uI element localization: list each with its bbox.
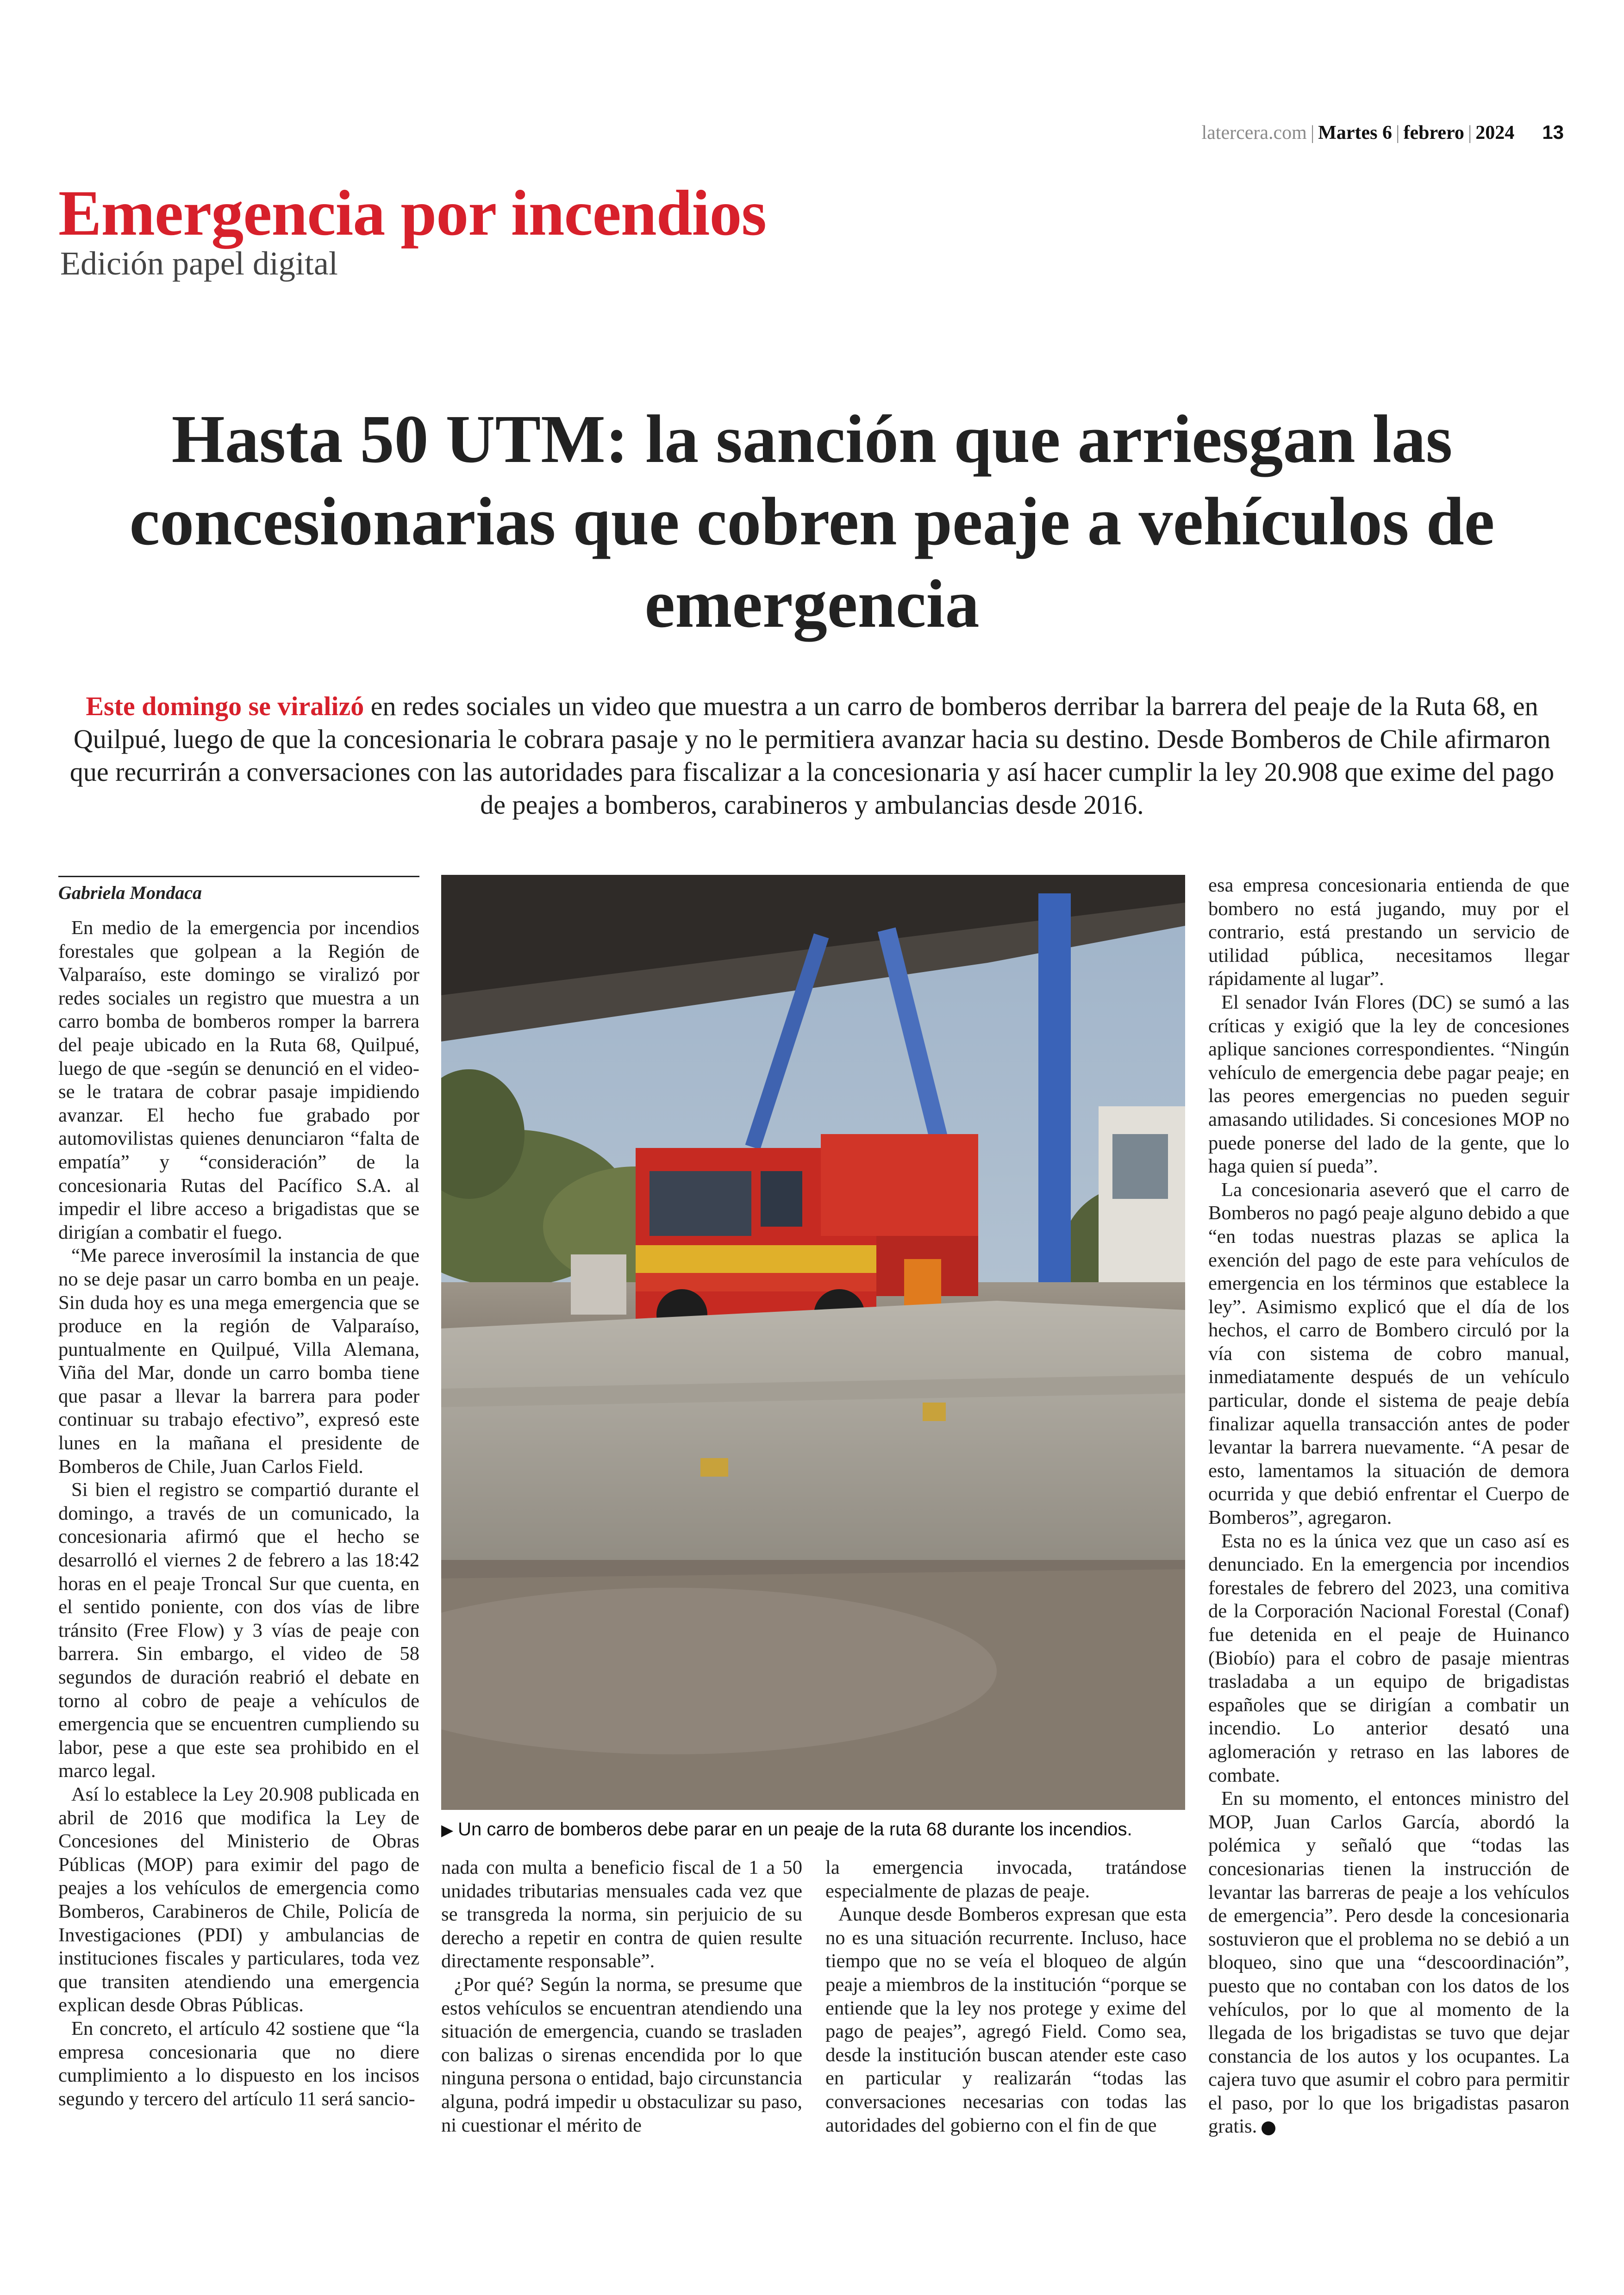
photo-caption xyxy=(441,1818,1185,1841)
masthead: latercera.com | Martes 6 | febrero | 2024 13 xyxy=(1201,121,1564,143)
paragraph: esa empresa concesionaria entienda de que bombero no está jugando, muy por el contrario, está prestando un servicio de utilidad pública, necesitamos llegar rápidamente al lugar”. xyxy=(1208,874,1569,990)
paragraph: El senador Iván Flores (DC) se sumó a las críticas y exigió que la ley de concesiones aplique sanciones correspondientes. “Ningún vehículo de emergencia debe pagar peaje; en las peores emergencias no pueden seguir amasando utilidades. Si concesiones MOP no puede ponerse del lado de la gente, que lo haga quien sí pueda”. xyxy=(1208,991,1569,1178)
article-headline: Hasta 50 UTM: la sanción que arriesgan las concesionarias que cobren peaje a vehículos de emergencia xyxy=(129,401,1495,642)
triangle-marker-icon: ▶ xyxy=(441,1821,454,1839)
lead-highlight: Este domingo se viralizó xyxy=(86,691,364,721)
paragraph: En concreto, el artículo 42 sostiene que “la empresa concesionaria que no diere cumplimiento a lo dispuesto en los incisos segundo y tercero del artículo 11 será sancio- xyxy=(58,2017,419,2110)
section-title: Emergencia por incendios xyxy=(58,177,766,249)
date-year: 2024 xyxy=(1475,122,1515,143)
site-name: latercera.com xyxy=(1201,122,1307,143)
article-column-3 xyxy=(825,1856,1187,2137)
paragraph: “Me parece inverosímil la instancia de que no se deje pasar un carro bomba en un peaje. Sin duda hoy es una mega emergencia que se produce en la región de Valparaíso, puntualmente en Quilpué, Villa Alemana, Viña del Mar, donde un carro bomba tiene que pasar a llevar la barrera para poder continuar su trabajo efectivo”, expresó este lunes en la mañana el presidente de Bomberos de Chile, Juan Carlos Field. xyxy=(58,1245,419,1478)
paragraph: nada con multa a beneficio fiscal de 1 a 50 unidades tributarias mensuales cada vez que se transgreda la norma, sin perjuicio de su derecho a repetir en contra de quien resulte directamente responsable”. xyxy=(441,1857,802,1972)
paragraph: Así lo establece la Ley 20.908 publicada en abril de 2016 que modifica la Ley de Concesiones del Ministerio de Obras Públicas (MOP) para eximir del pago de peajes a los vehículos de emergencia como Bomberos, Carabineros de Chile, Policía de Investigaciones (PDI) y ambulancias de instituciones fiscales y particulares, toda vez que transiten atendiendo una emergencia explican desde Obras Públicas. xyxy=(58,1783,419,2016)
article-column-2 xyxy=(441,1856,802,2137)
lead-text: en redes sociales un video que muestra a un carro de bomberos derribar la barrera del peaje de la Ruta 68, en Quilpué, luego de que la concesionaria le cobrara pasaje y no le permitiera avanzar hacia su destino. Desde Bomberos de Chile afirmaron que recurrirán a conversaciones con las autoridades para fiscalizar a la concesionaria y así hacer cumplir la ley 20.908 que exime del pago de peajes a bomberos, carabineros y ambulancias desde 2016. xyxy=(69,691,1555,820)
date-month: febrero xyxy=(1403,122,1464,143)
caption-text: Un carro de bomberos debe parar en un peaje de la ruta 68 durante los incendios. xyxy=(458,1819,1132,1840)
edition-label: Edición papel digital xyxy=(60,245,338,282)
byline: Gabriela Mondaca xyxy=(58,876,419,904)
paragraph: ¿Por qué? Según la norma, se presume que estos vehículos se encuentran atendiendo una situación de emergencia, cuando se trasladen con balizas o sirenas encendida por lo que ninguna persona o entidad, bajo circunstancia alguna, podrá impedir u obstaculizar su paso, ni cuestionar el mérito de xyxy=(441,1973,802,2136)
date-day: Martes 6 xyxy=(1318,122,1393,143)
paragraph: Esta no es la única vez que un caso así es denunciado. En la emergencia por incendios forestales de febrero del 2023, una comitiva de la Corporación Nacional Forestal (Conaf) fue detenida en el peaje de Huinanco (Biobío) para el cobro de pasaje mientras trasladaba a un equipo de brigadistas españoles que se dirigían a combatir un incendio. Lo anterior desató una aglomeración y retraso en las labores de combate. xyxy=(1208,1530,1569,1786)
page-number: 13 xyxy=(1542,121,1564,143)
end-of-article-icon xyxy=(1262,2121,1275,2135)
paragraph: Si bien el registro se compartió durante el domingo, a través de un comunicado, la concesionaria afirmó que el hecho se desarrolló el viernes 2 de febrero a las 18:42 horas en el peaje Troncal Sur que cuenta, en el sentido poniente, con dos vías de libre tránsito (Free Flow) y 3 vías de peaje con barrera. Sin embargo, el video de 58 segundos de duración reabrió el debate en torno al cobro de peaje a vehículos de emergencia que se encuentren cumpliendo su labor, pese a que este sea prohibido en el marco legal. xyxy=(58,1479,419,1782)
paragraph-text: En su momento, el entonces ministro del MOP, Juan Carlos García, abordó la polémica y señaló que “todas las concesionarias tienen la instrucción de levantar las barreras de peaje a los vehículos de emergencia”. Pero desde la concesionaria sostuvieron que el problema no se debió a un bloqueo, sino que una “descoordinación”, puesto que no contaban con los datos de los vehículos, por lo que al momento de la llegada de los brigadistas se tuvo que dejar constancia de los autos y los ocupantes. La cajera tuvo que asumir el cobro para permitir el paso, por lo que los brigadistas pasaron gratis. xyxy=(1208,1788,1569,2138)
paragraph: En medio de la emergencia por incendios forestales que golpean a la Región de Valparaíso, este domingo se viralizó por redes sociales un registro que muestra a un carro bomba de bomberos romper la barrera del peaje ubicado en la Ruta 68, Quilpué, luego de que -según se denunció en el video- se le tratara de cobrar pasaje impidiendo avanzar. El hecho fue grabado por automovilistas quienes denunciaron “falta de empatía” y “consideración” de la concesionaria Rutas del Pacífico S.A. al impedir el libre acceso a brigadistas que se dirigían a combatir el fuego. xyxy=(58,917,419,1243)
paragraph: Aunque desde Bomberos expresan que esta no es una situación recurrente. Incluso, hace tiempo que no se veía el bloqueo de algún peaje a miembros de la institución “porque se entiende que la ley nos protege y exime del pago de peajes”, agregó Field. Como sea, desde la institución buscan atender este caso en particular y realizarán “todas las conversaciones necesarias con todas las autoridades del gobierno con el fin de que xyxy=(825,1903,1187,2136)
article-column-4 xyxy=(1208,874,1569,2139)
article-column-1 xyxy=(58,917,419,2111)
paragraph: La concesionaria aseveró que el carro de Bomberos no pagó peaje alguno debido a que “en todas nuestras plazas se aplica la exención del pago de este para vehículos de emergencia en los términos que establece la ley”. Asimismo explicó que el día de los hechos, el carro de Bombero circuló por la vía con sistema de cobro manual, inmediatamente después de un vehículo particular, donde el sistema de peaje debía finalizar aquella transacción antes de poder levantar la barrera nuevamente. “A pesar de esto, lamentamos la situación de demora ocurrida y que debió enfrentar el Cuerpo de Bomberos”, agregaron. xyxy=(1208,1179,1569,1529)
article-photo xyxy=(441,875,1185,1810)
paragraph xyxy=(1208,1787,1569,2139)
paragraph: la emergencia invocada, tratándose especialmente de plazas de peaje. xyxy=(825,1857,1187,1902)
article-lead xyxy=(60,690,1564,821)
